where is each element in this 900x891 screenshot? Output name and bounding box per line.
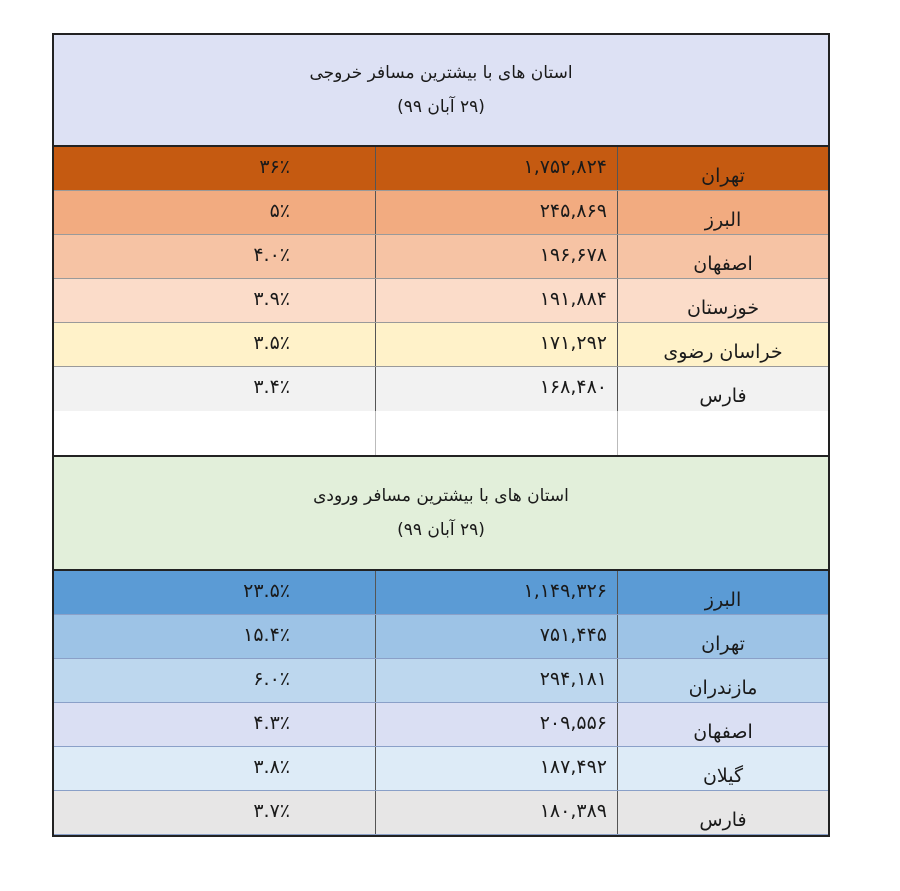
- passenger-count: ۲۹۴,۱۸۱: [375, 659, 618, 702]
- share-percent: ۵٪: [269, 199, 290, 222]
- share-percent: ۱۵.۴٪: [243, 623, 290, 646]
- inbound-rows: [54, 571, 828, 835]
- provinces-table: [52, 33, 830, 837]
- table-row: [54, 191, 828, 235]
- table-row: [54, 235, 828, 279]
- share-percent: ۳.۵٪: [253, 331, 290, 354]
- passenger-count: ۱۸۰,۳۸۹: [375, 791, 618, 834]
- province-name: اصفهان: [693, 720, 753, 743]
- spacer-cell: [375, 411, 618, 455]
- province-name: خراسان رضوی: [663, 340, 783, 363]
- passenger-count: ۱۹۱,۸۸۴: [375, 279, 618, 322]
- share-percent: ۳.۴٪: [253, 376, 290, 398]
- spacer-cell: [54, 411, 375, 455]
- province-name: خوزستان: [686, 296, 760, 319]
- inbound-title: استان های با بیشترین مسافر ورودی: [313, 486, 569, 506]
- passenger-count: ۷۵۱,۴۴۵: [375, 615, 618, 658]
- table-row: [54, 747, 828, 791]
- spacer-cell: [618, 411, 828, 455]
- outbound-rows: [54, 147, 828, 411]
- inbound-date: (۲۹ آبان ۹۹): [397, 520, 485, 540]
- table-row: [54, 791, 828, 835]
- passenger-count: ۲۰۹,۵۵۶: [375, 703, 618, 746]
- province-name: البرز: [704, 588, 742, 611]
- outbound-title: استان های با بیشترین مسافر خروجی: [309, 63, 573, 83]
- passenger-count: ۱۸۷,۴۹۲: [375, 747, 618, 790]
- share-percent: ۴.۳٪: [253, 711, 290, 734]
- table-row: [54, 703, 828, 747]
- share-percent: ۳.۸٪: [253, 755, 290, 778]
- province-name: البرز: [704, 208, 742, 231]
- passenger-count: ۱,۷۵۲,۸۲۴: [375, 147, 618, 190]
- table-row: [54, 279, 828, 323]
- table-row: [54, 367, 828, 411]
- outbound-date: (۲۹ آبان ۹۹): [397, 97, 485, 117]
- passenger-count: ۱۹۶,۶۷۸: [375, 235, 618, 278]
- passenger-count: ۲۴۵,۸۶۹: [375, 191, 618, 234]
- spacer-row: [54, 411, 828, 457]
- share-percent: ۶.۰٪: [253, 667, 290, 690]
- passenger-count: ۱۶۸,۴۸۰: [375, 367, 618, 411]
- share-percent: ۲۳.۵٪: [243, 579, 290, 602]
- province-name: تهران: [701, 632, 745, 655]
- share-percent: ۳۶٪: [259, 155, 290, 178]
- passenger-count: ۱,۱۴۹,۳۲۶: [375, 571, 618, 614]
- table-row: [54, 147, 828, 191]
- province-name: اصفهان: [693, 252, 753, 275]
- table-row: [54, 571, 828, 615]
- passenger-count: ۱۷۱,۲۹۲: [375, 323, 618, 366]
- share-percent: ۳.۹٪: [253, 287, 290, 310]
- share-percent: ۴.۰٪: [253, 243, 290, 266]
- province-name: مازندران: [688, 676, 758, 699]
- province-name: تهران: [701, 164, 745, 187]
- table-row: [54, 659, 828, 703]
- province-name: فارس: [699, 808, 747, 831]
- outbound-header: [54, 35, 828, 147]
- table-row: [54, 615, 828, 659]
- province-name: فارس: [699, 385, 747, 407]
- share-percent: ۳.۷٪: [253, 799, 290, 822]
- table-row: [54, 323, 828, 367]
- inbound-header: [54, 457, 828, 571]
- province-name: گیلان: [702, 764, 744, 787]
